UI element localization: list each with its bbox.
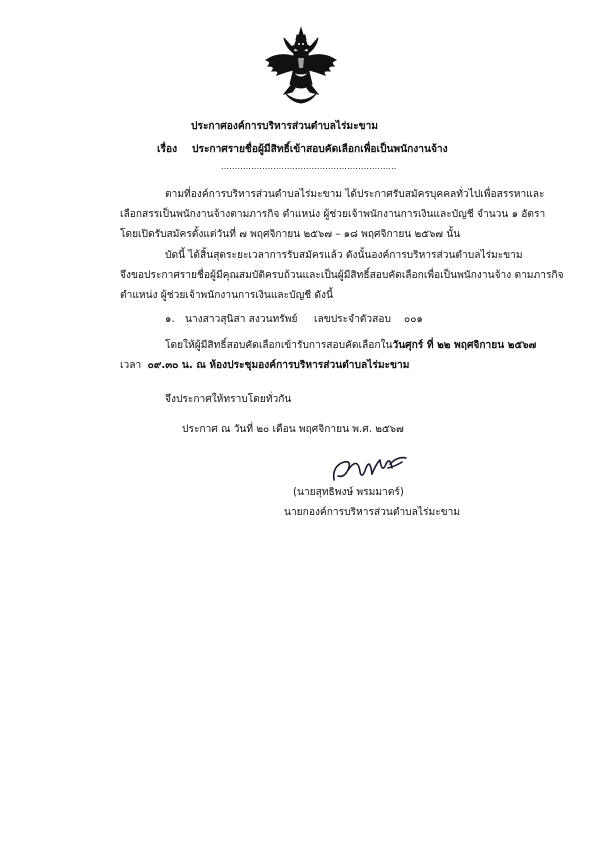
para3-time-label: เวลา — [120, 360, 142, 371]
para1-line2: เลือกสรรเป็นพนักงานจ้างตามภารกิจ ตำแหน่ง ผู้ช่วยเจ้าพนักงานการเงินและบัญชี จำนวน ๑ อัตรา — [120, 209, 546, 220]
para2-line2: จึงขอประกาศรายชื่อผู้มีคุณสมบัติครบถ้วนและเป็นผู้มีสิทธิ์สอบคัดเลือกเพื่อเป็นพนักงานจ้าง ตามภารกิจ — [120, 270, 564, 281]
date-line: ประกาศ ณ วันที่ ๒๐ เดือน พฤศจิกายน พ.ศ. ๒๕๖๗ — [182, 424, 404, 435]
garuda-emblem-icon — [262, 26, 340, 106]
candidate-name: นางสาวสุนิสา สงวนทรัพย์ — [185, 314, 298, 325]
para3-line1-text: โดยให้ผู้มีสิทธิ์สอบคัดเลือกเข้ารับการสอบคัดเลือกใน — [165, 340, 393, 351]
announcement-text: จึงประกาศให้ทราบโดยทั่วกัน — [165, 394, 292, 405]
para3-line1 — [165, 339, 536, 353]
exam-time-location: ๐๙.๓๐ น. ณ ห้องประชุมองค์การบริหารส่วนตำบลไร่มะขาม — [147, 360, 410, 371]
candidate-id: ๐๐๑ — [404, 314, 423, 325]
para2-line1: บัดนี้ ได้สิ้นสุดระยะเวลาการรับสมัครแล้ว ดังนั้นองค์การบริหารส่วนตำบลไร่มะขาม — [165, 250, 523, 261]
handwritten-signature-icon — [330, 450, 412, 490]
subject-label: เรื่อง — [157, 144, 178, 155]
document-title: ประกาศองค์การบริหารส่วนตำบลไร่มะขาม — [191, 121, 379, 132]
para1-line3: โดยเปิดรับสมัครตั้งแต่วันที่ ๗ พฤศจิกายน ๒๕๖๗ – ๑๘ พฤศจิกายน ๒๕๖๗ นั้น — [120, 229, 461, 240]
signer-title: นายกองค์การบริหารส่วนตำบลไร่มะขาม — [284, 507, 461, 518]
para2-line3: ตำแหน่ง ผู้ช่วยเจ้าพนักงานการเงินและบัญชี ดังนี้ — [120, 290, 333, 301]
exam-date: วันศุกร์ ที่ ๒๒ พฤศจิกายน ๒๕๖๗ — [392, 340, 537, 351]
candidate-number: ๑. — [165, 314, 175, 325]
header-divider: ................................................................ — [221, 162, 397, 171]
para1-line1: ตามที่องค์การบริหารส่วนตำบลไร่มะขาม ได้ประกาศรับสมัครบุคคลทั่วไปเพื่อสรรหาและ — [165, 189, 545, 200]
signer-name: (นายสุทธิพงษ์ พรมมาตร์) — [293, 487, 404, 498]
candidate-id-label: เลขประจำตัวสอบ — [314, 314, 391, 325]
para3-line2 — [120, 359, 409, 373]
subject-text: ประกาศรายชื่อผู้มีสิทธิ์เข้าสอบคัดเลือกเพื่อเป็นพนักงานจ้าง — [192, 144, 448, 155]
